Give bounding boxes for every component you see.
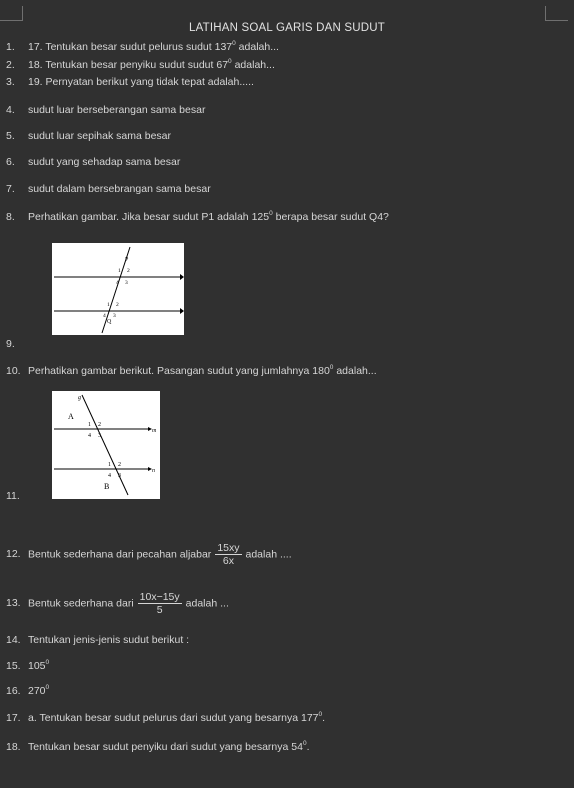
question-5: 5. sudut luar sepihak sama besar — [6, 130, 171, 142]
label-b1: 1 — [108, 462, 111, 468]
label-n: n — [152, 468, 155, 474]
label-p4: 4 — [116, 280, 119, 286]
question-18: 18. Tentukan besar sudut penyiku dari sudut yang besarnya $54^0$. — [6, 740, 310, 753]
question-9: 9. — [6, 338, 15, 350]
label-b4: 4 — [108, 473, 111, 479]
corner-mark-top-right — [545, 6, 568, 21]
fraction-10x-15y-5: $\frac{10x-15y}{5}$ — [139, 591, 180, 617]
question-13: 13. Bentuk sederhana dari $\frac{10x-15y}{5}$ adalah ... — [6, 591, 229, 617]
question-7: 7. sudut dalam bersebrangan sama besar — [6, 183, 211, 195]
label-b3: 3 — [118, 473, 121, 479]
label-p3: 3 — [125, 280, 128, 286]
question-14: 14. Tentukan jenis-jenis sudut berikut : — [6, 634, 190, 646]
label-q1: 1 — [107, 302, 110, 308]
question-16: 16. $270^0$ — [6, 684, 50, 697]
question-4: 4. sudut luar berseberangan sama besar — [6, 104, 206, 116]
question-17: 17. a. Tentukan besar sudut pelurus dari sudut yang besarnya $177^0$. — [6, 711, 326, 724]
label-m: m — [152, 428, 157, 434]
question-6: 6. sudut yang sehadap sama besar — [6, 156, 181, 168]
label-a4: 4 — [88, 433, 91, 439]
label-a2: 2 — [98, 422, 101, 428]
label-a3: 3 — [98, 433, 101, 439]
question-11: 11. — [6, 490, 20, 502]
label-a: A — [68, 412, 74, 421]
figure-parallel-lines-pq — [52, 243, 184, 335]
label-q2: 2 — [116, 302, 119, 308]
question-1: 1. 17. Tentukan besar sudut pelurus sudut $137^0$ adalah... — [6, 40, 279, 53]
question-12: 12. Bentuk sederhana dari pecahan aljabar $\frac{15xy}{6x}$ adalah .... — [6, 542, 292, 568]
corner-mark-top-left — [0, 6, 23, 21]
label-p2: 2 — [127, 268, 130, 274]
fraction-15xy-6x: $\frac{15xy}{6x}$ — [217, 542, 240, 568]
label-g: g — [78, 395, 81, 401]
figure-parallel-lines-mn — [52, 391, 160, 499]
label-b: B — [104, 482, 110, 491]
question-10: 10. Perhatikan gambar berikut. Pasangan sudut yang jumlahnya $180^0$ adalah... — [6, 364, 377, 377]
question-8: 8. Perhatikan gambar. Jika besar sudut P1 adalah $125^0$ berapa besar sudut Q4? — [6, 210, 389, 223]
label-p: P — [125, 257, 129, 263]
page-title: LATIHAN SOAL GARIS DAN SUDUT — [188, 22, 386, 34]
label-q3: 3 — [113, 313, 116, 319]
label-p1: 1 — [118, 268, 121, 274]
question-2: 2. 18. Tentukan besar penyiku sudut sudut $67^0$ adalah... — [6, 58, 275, 71]
label-q4: 4 — [103, 313, 106, 319]
label-b2: 2 — [118, 462, 121, 468]
question-3: 3. 19. Pernyatan berikut yang tidak tepat adalah..... — [6, 76, 254, 88]
label-a1: 1 — [88, 422, 91, 428]
question-15: 15. $105^0$ — [6, 659, 50, 672]
label-q: Q — [107, 319, 112, 325]
